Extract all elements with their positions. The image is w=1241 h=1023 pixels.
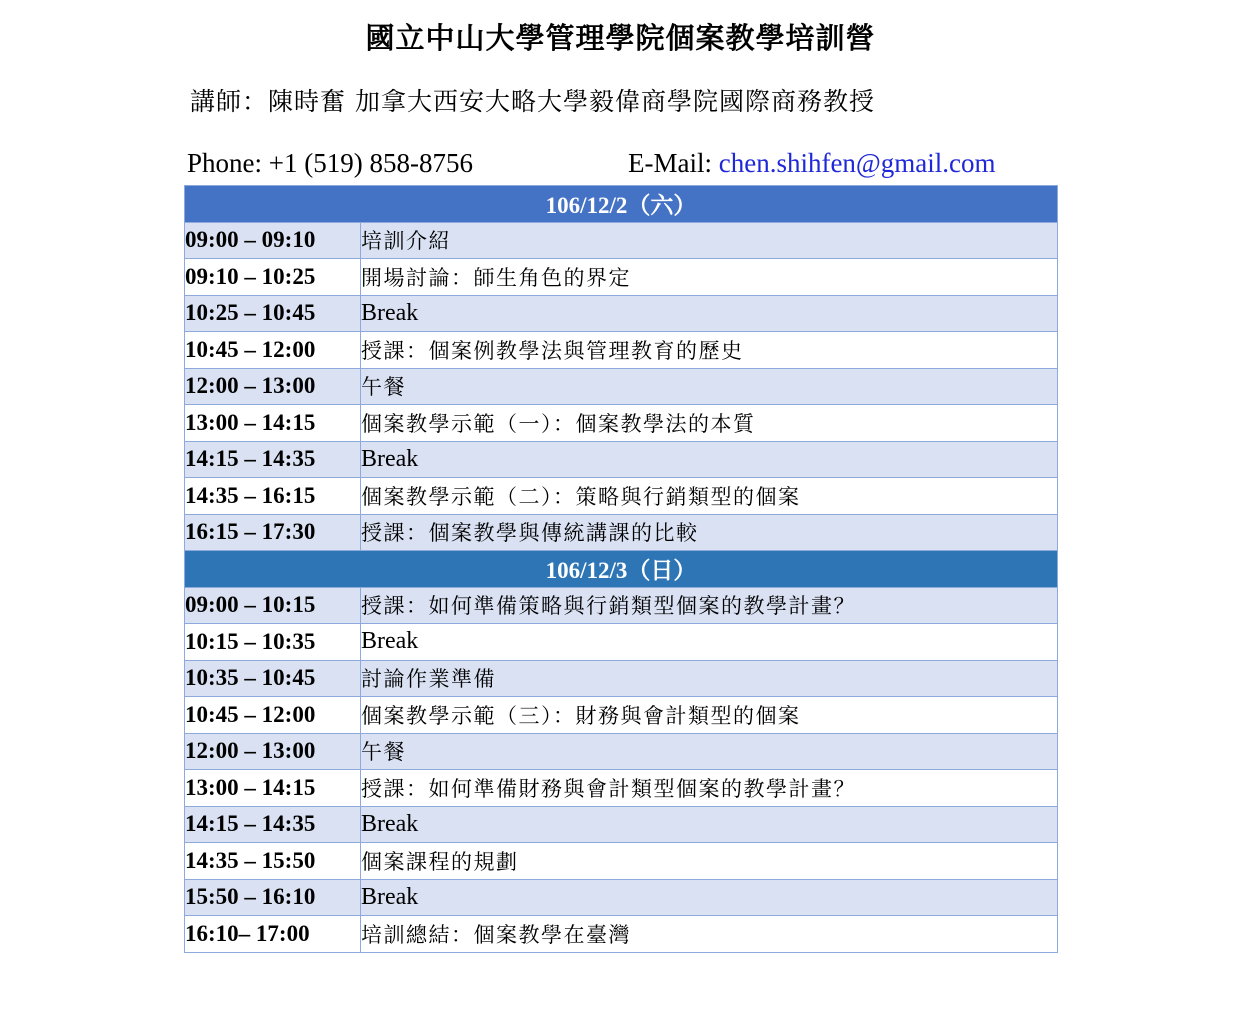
time-cell: 12:00 – 13:00 (185, 733, 361, 770)
time-cell: 13:00 – 14:15 (185, 770, 361, 807)
day-header-row (185, 551, 1058, 588)
table-row (185, 770, 1058, 807)
email-line (628, 146, 996, 180)
schedule-table (184, 185, 1058, 953)
day-header: 106/12/2（六） (185, 186, 1058, 223)
table-row (185, 733, 1058, 770)
table-row (185, 514, 1058, 551)
table-row (185, 697, 1058, 734)
instructor-line: 講師：陳時奮 加拿大西安大略大學毅偉商學院國際商務教授 (190, 87, 875, 116)
table-row (185, 624, 1058, 661)
activity-cell: Break (361, 806, 1058, 843)
activity-cell: Break (361, 624, 1058, 661)
document-title: 國立中山大學管理學院個案教學培訓營 (365, 21, 876, 55)
phone-line: Phone: +1 (519) 858-8756 (187, 148, 473, 178)
time-cell: 10:15 – 10:35 (185, 624, 361, 661)
activity-cell: 個案課程的規劃 (361, 843, 1058, 880)
table-row (185, 295, 1058, 332)
time-cell: 14:35 – 15:50 (185, 843, 361, 880)
time-cell: 09:00 – 09:10 (185, 222, 361, 259)
email-label: E-Mail: (628, 148, 719, 178)
table-row (185, 368, 1058, 405)
table-row (185, 222, 1058, 259)
time-cell: 15:50 – 16:10 (185, 879, 361, 916)
table-row (185, 478, 1058, 515)
activity-cell: 培訓總結：個案教學在臺灣 (361, 916, 1058, 953)
activity-cell: 午餐 (361, 733, 1058, 770)
activity-cell: Break (361, 441, 1058, 478)
time-cell: 16:10– 17:00 (185, 916, 361, 953)
day-header: 106/12/3（日） (185, 551, 1058, 588)
table-row (185, 259, 1058, 296)
activity-cell: 培訓介紹 (361, 222, 1058, 259)
activity-cell: Break (361, 879, 1058, 916)
table-row (185, 332, 1058, 369)
day-header-row (185, 186, 1058, 223)
time-cell: 10:25 – 10:45 (185, 295, 361, 332)
activity-cell: 個案教學示範（二）：策略與行銷類型的個案 (361, 478, 1058, 515)
table-row (185, 879, 1058, 916)
time-cell: 10:35 – 10:45 (185, 660, 361, 697)
table-row (185, 405, 1058, 442)
time-cell: 14:15 – 14:35 (185, 441, 361, 478)
activity-cell: 個案教學示範（三）：財務與會計類型的個案 (361, 697, 1058, 734)
time-cell: 14:15 – 14:35 (185, 806, 361, 843)
activity-cell: 授課：個案教學與傳統講課的比較 (361, 514, 1058, 551)
activity-cell: 個案教學示範（一）：個案教學法的本質 (361, 405, 1058, 442)
time-cell: 13:00 – 14:15 (185, 405, 361, 442)
time-cell: 14:35 – 16:15 (185, 478, 361, 515)
time-cell: 10:45 – 12:00 (185, 332, 361, 369)
table-row (185, 660, 1058, 697)
time-cell: 12:00 – 13:00 (185, 368, 361, 405)
table-row (185, 916, 1058, 953)
activity-cell: Break (361, 295, 1058, 332)
table-row (185, 843, 1058, 880)
activity-cell: 授課：如何準備策略與行銷類型個案的教學計畫？ (361, 587, 1058, 624)
time-cell: 09:00 – 10:15 (185, 587, 361, 624)
activity-cell: 討論作業準備 (361, 660, 1058, 697)
time-cell: 16:15 – 17:30 (185, 514, 361, 551)
email-link[interactable]: chen.shihfen@gmail.com (718, 148, 996, 178)
time-cell: 10:45 – 12:00 (185, 697, 361, 734)
activity-cell: 授課：個案例教學法與管理教育的歷史 (361, 332, 1058, 369)
table-row (185, 806, 1058, 843)
time-cell: 09:10 – 10:25 (185, 259, 361, 296)
table-row (185, 441, 1058, 478)
activity-cell: 午餐 (361, 368, 1058, 405)
activity-cell: 授課：如何準備財務與會計類型個案的教學計畫？ (361, 770, 1058, 807)
table-row (185, 587, 1058, 624)
activity-cell: 開場討論：師生角色的界定 (361, 259, 1058, 296)
